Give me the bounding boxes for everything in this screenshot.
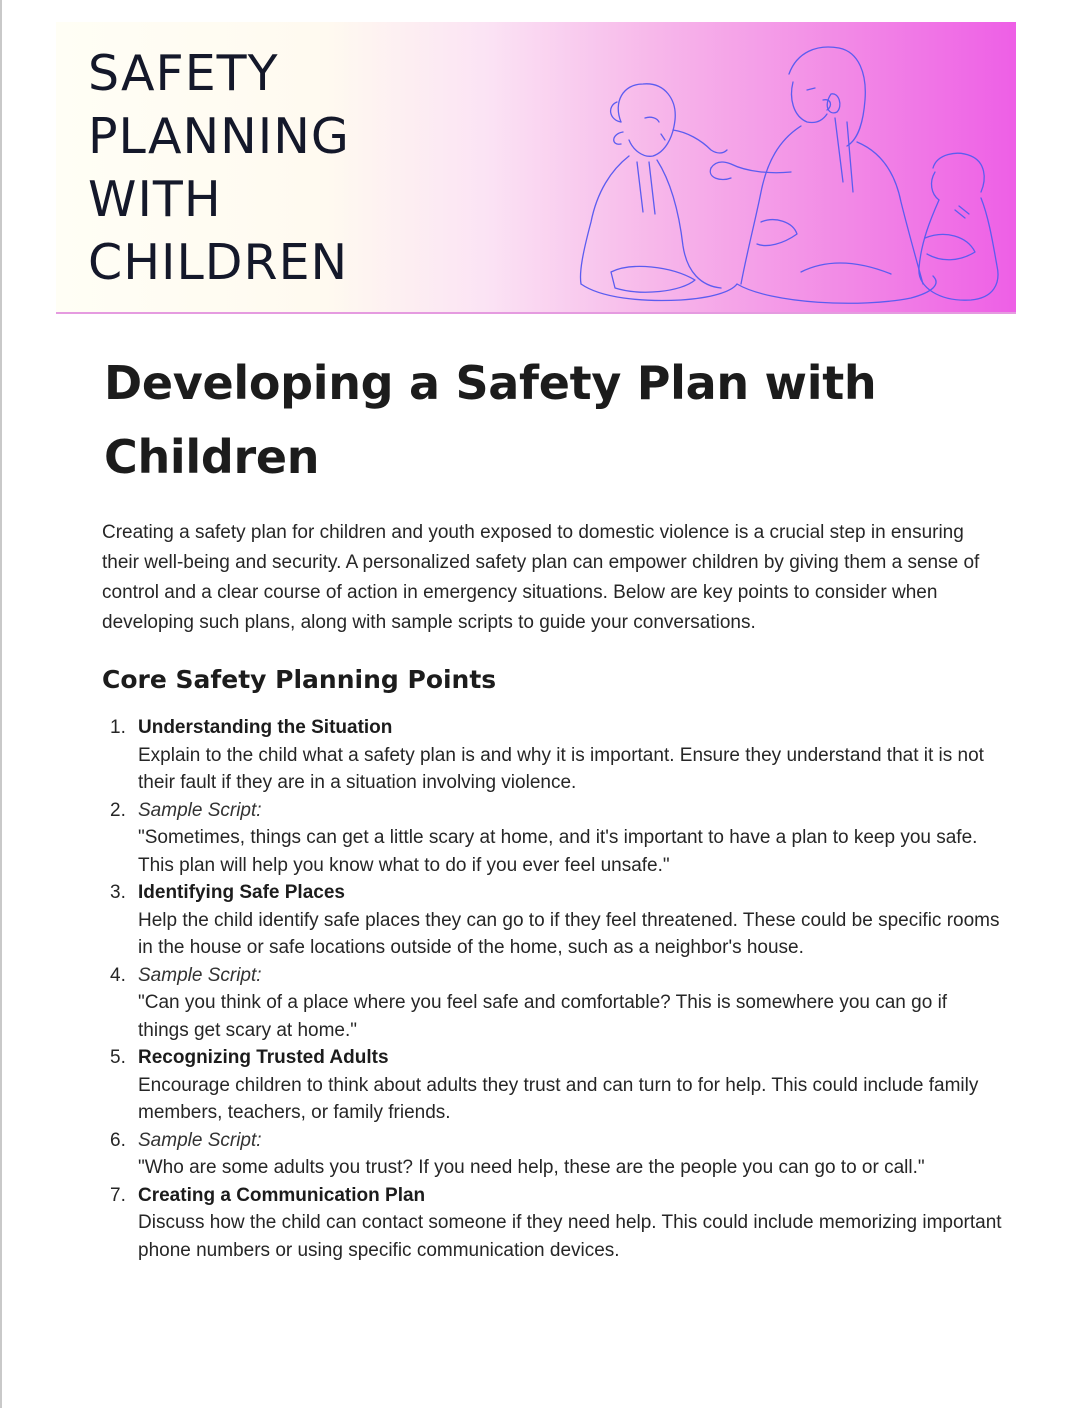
safety-points-list xyxy=(102,714,1002,1264)
list-item-number: 2. xyxy=(110,799,126,821)
list-item-heading: Creating a Communication Plan xyxy=(138,1184,426,1206)
list-item-heading: Sample Script: xyxy=(138,964,262,986)
list-item-body: Explain to the child what a safety plan is and why it is important. Ensure they understand that it is not their fault if they are in a situation involving violence. xyxy=(138,744,984,793)
page-title xyxy=(104,346,1002,494)
section-heading: Core Safety Planning Points xyxy=(102,665,497,694)
family-illustration-icon xyxy=(561,22,1016,312)
list-item-number: 4. xyxy=(110,964,126,986)
list-item xyxy=(102,797,1002,880)
header-banner xyxy=(56,22,1016,314)
scan-page-edge xyxy=(0,0,2,1408)
list-item-body: Discuss how the child can contact someone if they need help. This could include memorizing important phone numbers or using specific communication devices. xyxy=(138,1212,1002,1261)
list-item-number: 5. xyxy=(110,1047,126,1068)
list-item-number: 1. xyxy=(110,717,126,738)
list-item xyxy=(102,879,1002,962)
list-item-heading: Recognizing Trusted Adults xyxy=(138,1047,389,1068)
list-item-heading: Understanding the Situation xyxy=(138,717,393,738)
list-item-heading: Sample Script: xyxy=(138,1129,262,1151)
list-item xyxy=(102,714,1002,797)
list-item-body: "Can you think of a place where you feel safe and comfortable? This is somewhere you can go if things get scary at home." xyxy=(138,992,948,1041)
list-item-heading: Sample Script: xyxy=(138,799,262,821)
list-item xyxy=(102,1044,1002,1127)
list-item-body: "Sometimes, things can get a little scary at home, and it's important to have a plan to keep you safe. This plan will help you know what to do if you ever feel unsafe." xyxy=(138,827,978,876)
list-item xyxy=(102,1182,1002,1265)
banner-title-line: PLANNING xyxy=(88,108,350,165)
banner-title-line: CHILDREN xyxy=(88,234,349,291)
list-item xyxy=(102,1127,1002,1182)
main-content xyxy=(102,346,1002,1264)
page-title-line: Children xyxy=(104,430,320,484)
page-title-line: Developing a Safety Plan with xyxy=(104,356,877,410)
list-item-body: Encourage children to think about adults they trust and can turn to for help. This could include family members, teachers, or family friends. xyxy=(138,1074,979,1123)
intro-paragraph: Creating a safety plan for children and youth exposed to domestic violence is a crucial step in ensuring their well-being and security. A personalized safety plan can empower children by giving them a sense of control and a clear course of action in emergency situations. Below are key points to consider when developing such plans, along with sample scripts to guide your conversations. xyxy=(102,522,980,633)
banner-title-line: WITH xyxy=(88,171,222,228)
list-item xyxy=(102,962,1002,1045)
list-item-body: Help the child identify safe places they can go to if they feel threatened. These could be specific rooms in the house or safe locations outside of the home, such as a neighbor's house. xyxy=(138,909,1000,958)
list-item-number: 3. xyxy=(110,882,126,903)
banner-title-line: SAFETY xyxy=(88,45,279,102)
list-item-number: 7. xyxy=(110,1184,126,1206)
list-item-body: "Who are some adults you trust? If you need help, these are the people you can go to or call." xyxy=(138,1157,925,1178)
list-item-heading: Identifying Safe Places xyxy=(138,882,345,903)
banner-title xyxy=(88,42,350,294)
list-item-number: 6. xyxy=(110,1129,126,1151)
